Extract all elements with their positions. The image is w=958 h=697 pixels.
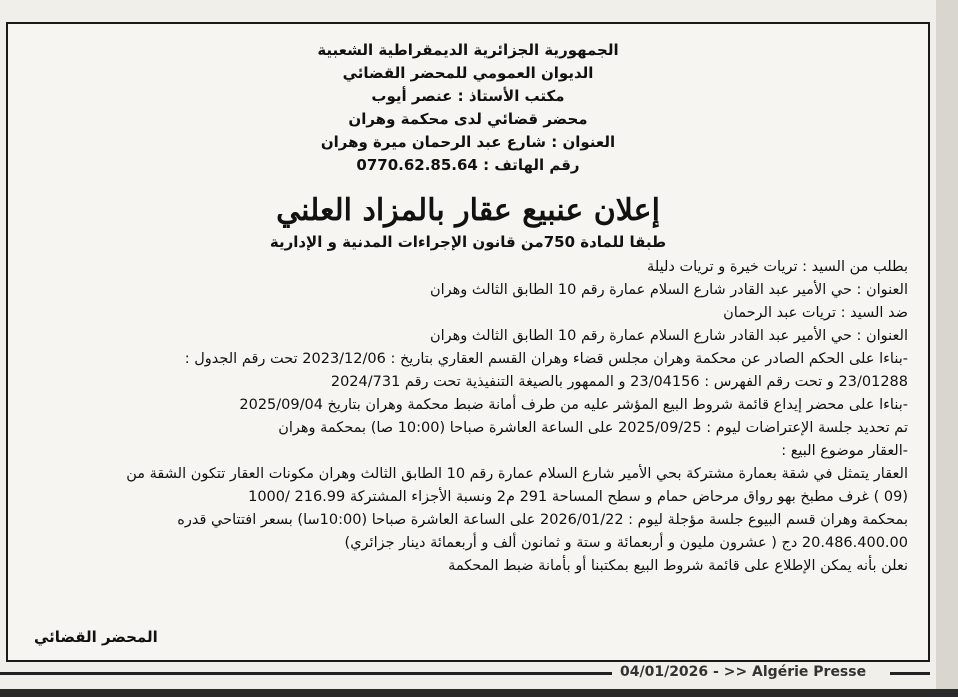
body-line: ضد السيد : تريات عبد الرحمان (723, 305, 908, 321)
body-line: (09 ) غرف مطبخ بهو رواق مرحاض حمام و سطح المساحة 291 م2 ونسبة الأجزاء المشتركة 216.99 /1000 (248, 489, 908, 505)
header-office: الديوان العمومي للمحضر القضائي (342, 64, 594, 82)
body-line: 23/01288 و تحت رقم الفهرس : 23/04156 و الممهور بالصيغة التنفيذية تحت رقم 2024/731 (330, 374, 908, 390)
header-republic: الجمهورية الجزائرية الديمقراطية الشعبية (317, 41, 619, 59)
body-line: العقار يتمثل في شقة بعمارة مشتركة بحي الأمير شارع السلام عمارة رقم 10 الطابق الثالث وهران مكونات العقار تتكون الشقة من (126, 466, 908, 482)
body-line: -بناءا على محضر إيداع قائمة شروط البيع المؤشر عليه من طرف أمانة ضبط محكمة وهران بتاريخ 2025/09/04 (239, 397, 908, 413)
body-line: بطلب من السيد : تريات خيرة و تريات دليلة (647, 259, 908, 275)
header-bailiff: مكتب الأستاذ : عنصر أيوب (371, 87, 565, 105)
notice-title: إعلان عنبيع عقار بالمزاد العلني (276, 193, 660, 228)
body-line: بمحكمة وهران قسم البيوع جلسة مؤجلة ليوم : 2026/01/22 على الساعة العاشرة صباحا (10:00سا) بسعر افتتاحي قدره (177, 512, 908, 528)
body-line: نعلن بأنه يمكن الإطلاع على قائمة شروط البيع بمكتبنا أو بأمانة ضبط المحكمة (448, 558, 908, 574)
next-article-edge (0, 689, 958, 697)
header-phone: رقم الهاتف : 0770.62.85.64 (356, 156, 580, 174)
signature: المحضر القضائي (34, 628, 158, 646)
notice-subtitle: طبقا للمادة 750من قانون الإجراءات المدنية و الإدارية (269, 233, 667, 251)
footer-date-source: 04/01/2026 - >> Algérie Presse (620, 664, 867, 680)
page-edge (936, 0, 958, 697)
footer-rule-left (0, 672, 612, 675)
body-line: -بناءا على الحكم الصادر عن محكمة وهران مجلس قضاء وهران القسم العقاري بتاريخ : 2023/12/06 تحت رقم الجدول : (184, 351, 908, 367)
body-line: -العقار موضوع البيع : (781, 443, 908, 459)
body-line: تم تحديد جلسة الإعتراضات ليوم : 2025/09/25 على الساعة العاشرة صباحا (10:00 صا) بمحكمة وهران (278, 420, 908, 436)
footer-rule-right (890, 672, 930, 675)
body-line: 20.486.400.00 دج ( عشرون مليون و أربعمائة و ستة و ثمانون ألف و أربعمائة دينار جزائري) (344, 535, 908, 551)
body-line: العنوان : حي الأمير عبد القادر شارع السلام عمارة رقم 10 الطابق الثالث وهران (429, 328, 908, 344)
body-line: العنوان : حي الأمير عبد القادر شارع السلام عمارة رقم 10 الطابق الثالث وهران (429, 282, 908, 298)
header-address: العنوان : شارع عبد الرحمان ميرة وهران (320, 133, 616, 151)
header-court: محضر قضائي لدى محكمة وهران (348, 110, 588, 128)
footer-bar (0, 662, 958, 684)
legal-notice (6, 22, 930, 662)
